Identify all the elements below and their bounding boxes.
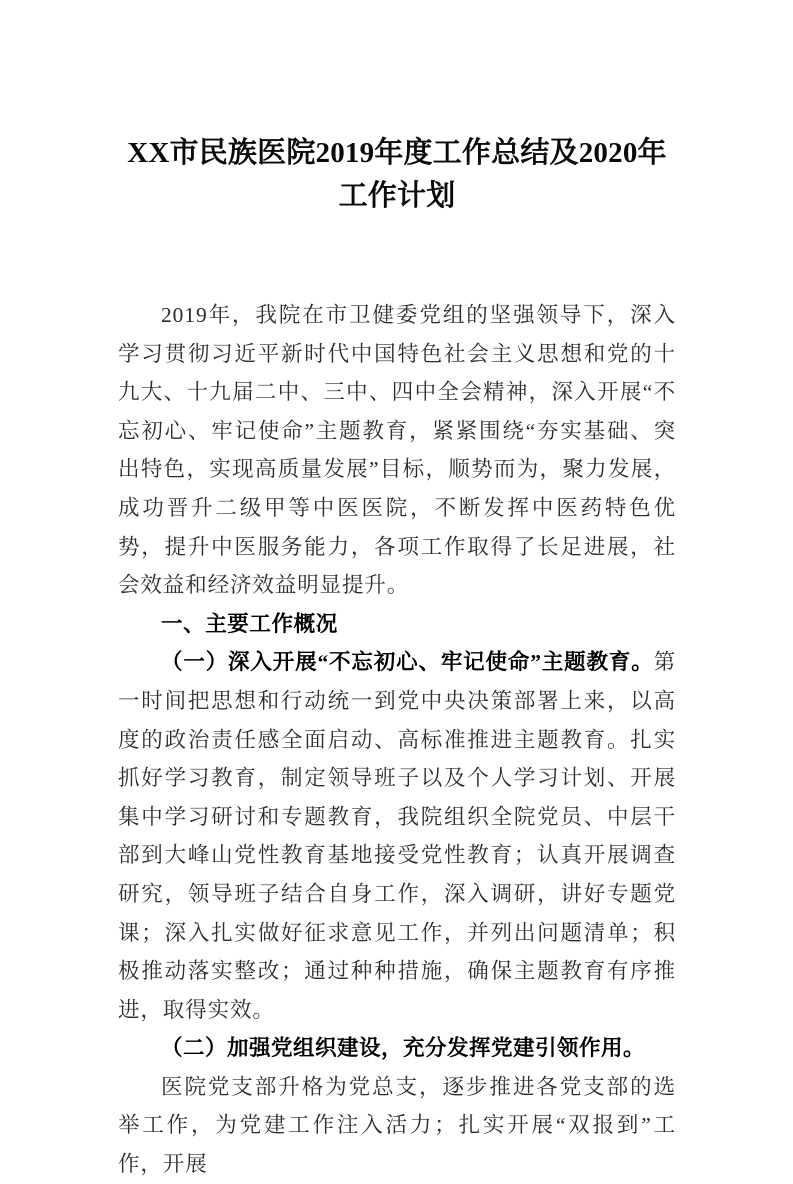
subsection-two (118, 1029, 676, 1068)
subsection-two-heading: （二）加强党组织建设，充分发挥党建引领作用。 (161, 1036, 646, 1061)
document-title: XX市民族医院2019年度工作总结及2020年工作计划 (127, 137, 667, 212)
page-content (118, 132, 676, 1184)
subsection-two-body: 医院党支部升格为党总支，逐步推进各党支部的选举工作，为党建工作注入活力；扎实开展“双报到”工作，开展 (118, 1074, 676, 1177)
subsection-one (118, 643, 676, 1029)
paragraph-overview: 2019年，我院在市卫健委党组的坚强领导下，深入学习贯彻习近平新时代中国特色社会主义思想和党的十九大、十九届二中、三中、四中全会精神，深入开展“不忘初心、牢记使命”主题教育，紧紧围绕“夯实基础、突出特色，实现高质量发展”目标，顺势而为，聚力发展，成功晋升二级甲等中医医院，不断发挥中医药特色优势，提升中医服务能力，各项工作取得了长足进展，社会效益和经济效益明显提升。 (118, 303, 676, 598)
subsection-one-body: 第一时间把思想和行动统一到党中央决策部署上来，以高度的政治责任感全面启动、高标准推进主题教育。扎实抓好学习教育，制定领导班子以及个人学习计划、开展集中学习研讨和专题教育，我院组织全院党员、中层干部到大峰山党性教育基地接受党性教育；认真开展调查研究，领导班子结合自身工作，深入调研，讲好专题党课；深入扎实做好征求意见工作，并列出问题清单；积极推动落实整改；通过种种措施，确保主题教育有序推进，取得实效。 (118, 650, 676, 1022)
subsection-one-heading: （一）深入开展“不忘初心、牢记使命”主题教育。 (161, 650, 654, 675)
section-heading-one: 一、主要工作概况 (161, 611, 338, 636)
